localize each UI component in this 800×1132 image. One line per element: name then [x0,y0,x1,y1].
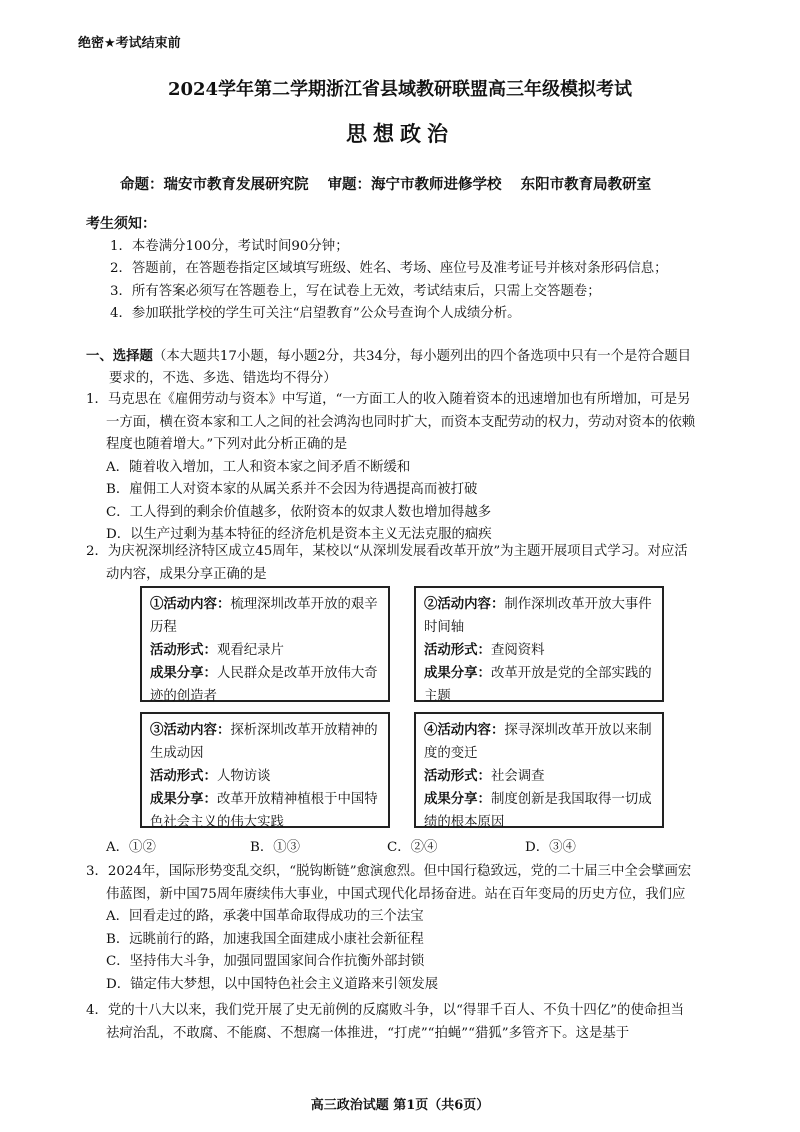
box-label: ①活动内容： [150,596,231,612]
box-result: 人民群众是改革开放伟大奇迹的创造者 [150,666,378,704]
q1-option-c: C．工人得到的剩余价值越多，依附资本的奴隶人数也增加得越多 [106,504,492,520]
box-content: 制作深圳改革开放大事件时间轴 [424,597,652,635]
box-label: 成果分享： [424,791,491,807]
q1-option-d: D．以生产过剩为基本特征的经济危机是资本主义无法克服的痼疾 [106,527,492,542]
q1-stem-1: 1．马克思在《雇佣劳动与资本》中写道，“一方面工人的收入随着资本的迅速增加也有所增加，可是另 [86,392,691,407]
secret-mark: 绝密★考试结束前 [78,36,181,51]
box-result: 制度创新是我国取得一切成绩的根本原因 [424,792,652,830]
q2-option-b: B．①③ [250,840,301,855]
section-header [86,345,726,390]
activity-box-2 [414,586,664,702]
q2-option-d: D．③④ [525,840,576,855]
q3-option-b: B．远眺前行的路，加速我国全面建成小康社会新征程 [106,931,424,947]
box-content: 探析深圳改革开放精神的生成动因 [150,723,378,761]
credits-line [120,173,665,194]
box-form: 人物访谈 [216,769,271,784]
q1-option-b: B．雇佣工人对资本家的从属关系并不会因为待遇提高而被打破 [106,482,478,497]
box-label: 活动形式： [424,642,491,658]
q4-stem-1: 4．党的十八大以来，我们党开展了史无前例的反腐败斗争，以“得罪千百人、不负十四亿”的使命担当 [86,1003,685,1018]
section-desc-2: 要求的，不选、多选、错选均不得分） [109,371,337,386]
q2-option-c: C．②④ [387,840,438,855]
box-label: ④活动内容： [424,722,505,738]
q2-option-a: A．①② [106,840,156,855]
activity-box-3 [140,712,390,828]
box-content: 探寻深圳改革开放以来制度的变迁 [424,723,652,761]
box-label: ③活动内容： [150,722,231,738]
q2-stem-1: 2．为庆祝深圳经济特区成立45周年，某校以“从深圳发展看改革开放”为主题开展项目式学习。对应活 [86,544,688,559]
q3-option-a: A．回看走过的路，承袭中国革命取得成功的三个法宝 [106,909,424,924]
box-label: 活动形式： [424,768,491,784]
box-content: 梳理深圳改革开放的艰辛历程 [150,597,378,635]
notice-heading: 考生须知： [86,216,156,232]
exam-title: 2024学年第二学期浙江省县域教研联盟高三年级模拟考试 [167,79,633,100]
question-2 [86,541,726,586]
question-4 [86,1000,726,1045]
notice-item: 4．参加联批学校的学生可关注“启望教育”公众号查询个人成绩分析。 [110,306,521,322]
mingti: 命题：瑞安市教育发展研究院 [120,176,309,193]
q4-stem-2: 祛疴治乱，不敢腐、不能腐、不想腐一体推进，“打虎”“拍蝇”“猎狐”多管齐下。这是基于 [106,1025,630,1041]
activity-box-1 [140,586,390,702]
q1-stem-2: 一方面，横在资本家和工人之间的社会鸿沟也同时扩大，而资本支配劳动的权力，劳动对资本的依赖 [106,414,696,430]
box-form: 社会调查 [490,769,545,784]
box-label: 成果分享： [150,791,217,807]
question-1 [86,389,726,547]
box-label: 成果分享： [424,665,491,681]
question-3 [86,861,726,996]
q1-stem-3: 程度也随着增大。”下列对此分析正确的是 [106,437,348,452]
box-label: 活动形式： [150,768,217,784]
q3-option-c: C．坚持伟大斗争，加强同盟国家间合作抗衡外部封锁 [106,954,425,969]
q2-stem-2: 动内容，成果分享正确的是 [106,566,267,582]
activity-box-4 [414,712,664,828]
page-footer: 高三政治试题 第1页（共6页） [310,1098,490,1113]
box-form: 观看纪录片 [216,643,284,658]
q1-option-a: A．随着收入增加，工人和资本家之间矛盾不断缓和 [106,459,411,475]
box-label: 成果分享： [150,665,217,681]
notice-item: 3．所有答案必须写在答题卷上，写在试卷上无效，考试结束后，只需上交答题卷； [110,283,601,299]
q3-stem-2: 伟蓝图，新中国75周年赓续伟大事业，中国式现代化昂扬奋进。站在百年变局的历史方位，我们应 [106,886,686,902]
shenti: 审题：海宁市教师进修学校 [327,176,502,193]
shenti2: 东阳市教育局教研室 [520,176,652,193]
box-result: 改革开放是党的全部实践的主题 [424,666,652,704]
box-label: 活动形式： [150,642,217,658]
q3-option-d: D．锚定伟大梦想，以中国特色社会主义道路来引领发展 [106,976,439,992]
box-label: ②活动内容： [424,596,505,612]
notice-item: 2．答题前，在答题卷指定区域填写班级、姓名、考场、座位号及准考证号并核对条形码信息； [110,261,668,277]
section-label: 一、选择题 [86,348,153,364]
notice-item: 1．本卷满分100分，考试时间90分钟； [110,239,349,254]
section-desc-1: （本大题共17小题，每小题2分，共34分，每小题列出的四个备选项中只有一个是符合题目 [152,349,692,364]
subject-title: 思想政治 [346,121,454,146]
q3-stem-1: 3．2024年，国际形势变乱交织，“脱钩断链”愈演愈烈。但中国行稳致远，党的二十届三中全会擘画宏 [86,864,692,879]
box-result: 改革开放精神植根于中国特色社会主义的伟大实践 [150,792,378,830]
box-form: 查阅资料 [490,643,545,658]
notice-list [110,236,668,326]
